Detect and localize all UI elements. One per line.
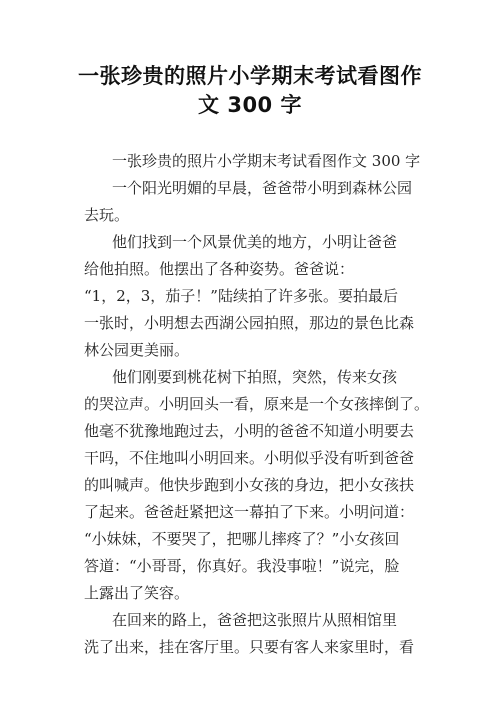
body-line: 他毫不犹豫地跑过去，小明的爸爸不知道小明要去 (84, 422, 415, 440)
body-line: 的哭泣声。小明回头一看，原来是一个女孩摔倒了。 (84, 395, 430, 413)
body-line: 洗了出来，挂在客厅里。只要有客人来家里时，看 (84, 638, 415, 656)
body-line: 林公园更美丽。 (84, 341, 190, 359)
body-line: 他们找到一个风景优美的地方，小明让爸爸 (112, 233, 398, 251)
body-line: 干吗，不住地叫小明回来。小明似乎没有听到爸爸 (84, 449, 415, 467)
body-line: 一个阳光明媚的早晨，爸爸带小明到森林公园 (112, 179, 413, 197)
body-line: “1，2，3，茄子！”陆续拍了许多张。要拍最后 (84, 287, 398, 305)
body-line: 的叫喊声。他快步跑到小女孩的身边，把小女孩扶 (84, 476, 415, 494)
body-line: 在回来的路上，爸爸把这张照片从照相馆里 (112, 611, 398, 629)
body-line: 一张珍贵的照片小学期末考试看图作文 300 字 (112, 152, 421, 170)
document-title-line-1: 一张珍贵的照片小学期末考试看图作 (78, 64, 422, 88)
body-line: 一张时，小明想去西湖公园拍照，那边的景色比森 (84, 314, 415, 332)
body-line: 他们刚要到桃花树下拍照，突然，传来女孩 (112, 368, 398, 386)
body-line: 给他拍照。他摆出了各种姿势。爸爸说： (84, 260, 355, 278)
body-line: 去玩。 (84, 206, 130, 224)
body-line: “小妹妹，不要哭了，把哪儿摔疼了？”小女孩回 (84, 530, 400, 548)
document-title-line-2: 文 300 字 (198, 93, 302, 117)
body-line: 答道：“小哥哥，你真好。我没事啦！”说完，脸 (84, 557, 400, 575)
body-line: 上露出了笑容。 (84, 584, 190, 602)
body-line: 了起来。爸爸赶紧把这一幕拍了下来。小明问道： (84, 503, 415, 521)
